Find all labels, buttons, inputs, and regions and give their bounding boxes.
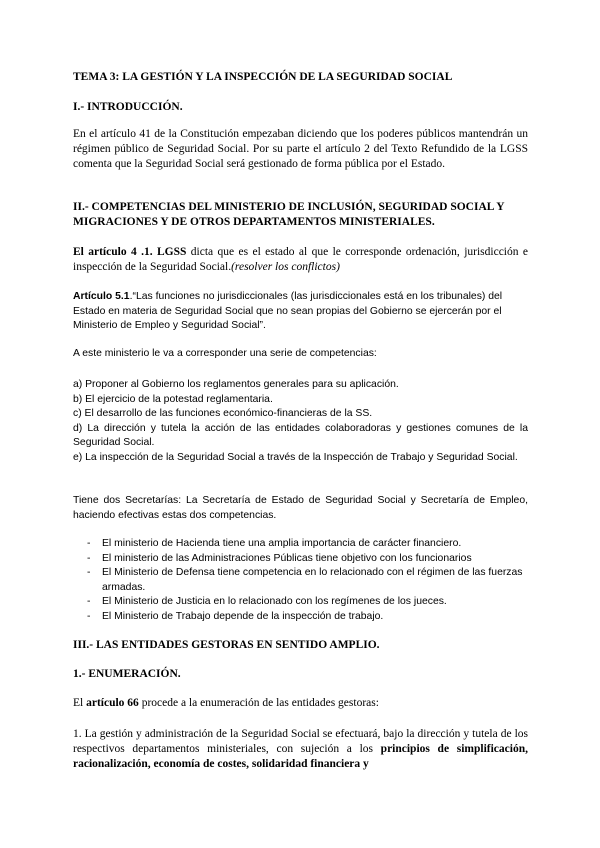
article-4-1-note: (resolver los conflictos): [231, 261, 340, 273]
competencia-item: d) La dirección y tutela la acción de las entidades colaboradoras y gestiones comunes de la Seguridad Social.: [73, 422, 528, 448]
section-3-heading: III.- LAS ENTIDADES GESTORAS EN SENTIDO AMPLIO.: [73, 639, 380, 651]
gestion-paragraph: 1. La gestión y administración de la Seguridad Social se efectuará, bajo la dirección y tutela de los respectivos departamentos ministeriales, con sujeción a los principios de simplificación, racionalización, economía de costes, solidaridad financiera y: [73, 728, 528, 770]
dash-bullet: -: [87, 596, 91, 607]
ministerio-item: - El ministerio de las Administraciones Públicas tiene objetivo con los funcionarios: [73, 552, 528, 567]
article-5-1-paragraph: [73, 290, 528, 334]
article-66-label: artículo 66: [86, 697, 139, 709]
dash-bullet: -: [87, 552, 91, 564]
section-1-heading: I.- INTRODUCCIÓN.: [73, 101, 183, 113]
competencia-item: c) El desarrollo de las funciones económico-financieras de la SS.: [73, 408, 373, 419]
competencias-intro: A este ministerio le va a corresponder una serie de competencias:: [73, 348, 377, 359]
ministerio-item: - El Ministerio de Trabajo depende de la inspección de trabajo.: [73, 610, 528, 625]
article-5-1-text: .“Las funciones no jurisdiccionales (las jurisdiccionales está en los tribunales) del Estado en materia de Seguridad Social que no sean propias del Gobierno se ejercerán por el Ministerio de Empleo y Seguridad Social”.: [73, 291, 503, 331]
competencia-item: a) Proponer al Gobierno los reglamentos generales para su aplicación.: [73, 379, 399, 390]
article-4-1-label: El artículo 4 .1. LGSS: [73, 246, 187, 258]
dash-bullet: -: [87, 610, 91, 622]
article-5-1-label: Artículo 5.1: [73, 291, 130, 302]
competencia-item: e) La inspección de la Seguridad Social a través de la Inspección de Trabajo y Seguridad Social.: [73, 451, 518, 463]
document-title: TEMA 3: LA GESTIÓN Y LA INSPECCIÓN DE LA SEGURIDAD SOCIAL: [73, 71, 453, 83]
competencias-list: [73, 378, 528, 465]
dash-bullet: -: [87, 567, 91, 578]
article-4-1-text: dicta que es el estado al que le corresponde ordenación, jurisdicción e inspección de la Seguridad Social.: [73, 246, 528, 273]
ministerio-item: - El Ministerio de Justicia en lo relacionado con los regímenes de los jueces.: [73, 595, 528, 610]
secretarias-paragraph: Tiene dos Secretarías: La Secretaría de Estado de Seguridad Social y Secretaría de Empleo, haciendo efectivas estas dos competencias.: [73, 495, 528, 521]
competencia-item: b) El ejercicio de la potestad reglamentaria.: [73, 393, 273, 405]
article-4-1-paragraph: [73, 245, 528, 275]
principios-bold: principios de simplificación, racionalización, economía de costes, solidaridad financiera y: [73, 743, 528, 770]
section-2-heading: II.- COMPETENCIAS DEL MINISTERIO DE INCLUSIÓN, SEGURIDAD SOCIAL Y MIGRACIONES Y DE OTROS DEPARTAMENTOS MINISTERIALES.: [73, 201, 505, 228]
article-66-paragraph: El artículo 66 procede a la enumeración de las entidades gestoras:: [73, 697, 379, 709]
section-3-1-heading: 1.- ENUMERACIÓN.: [73, 668, 181, 680]
ministerio-item: - El Ministerio de Defensa tiene competencia en lo relacionado con el régimen de las fuerzas armadas.: [87, 567, 523, 593]
paragraph-number: 1.: [73, 728, 82, 740]
section-1-paragraph: En el artículo 41 de la Constitución empezaban diciendo que los poderes públicos mantendrán un régimen público de Seguridad Social. Por su parte el artículo 2 del Texto Refundido de la LGSS comenta que la Seguridad Social será gestionado de forma pública por el Estado.: [73, 128, 528, 170]
ministerios-list: [73, 537, 528, 624]
dash-bullet: -: [87, 538, 91, 549]
ministerio-item: - El ministerio de Hacienda tiene una amplia importancia de carácter financiero.: [73, 537, 528, 552]
